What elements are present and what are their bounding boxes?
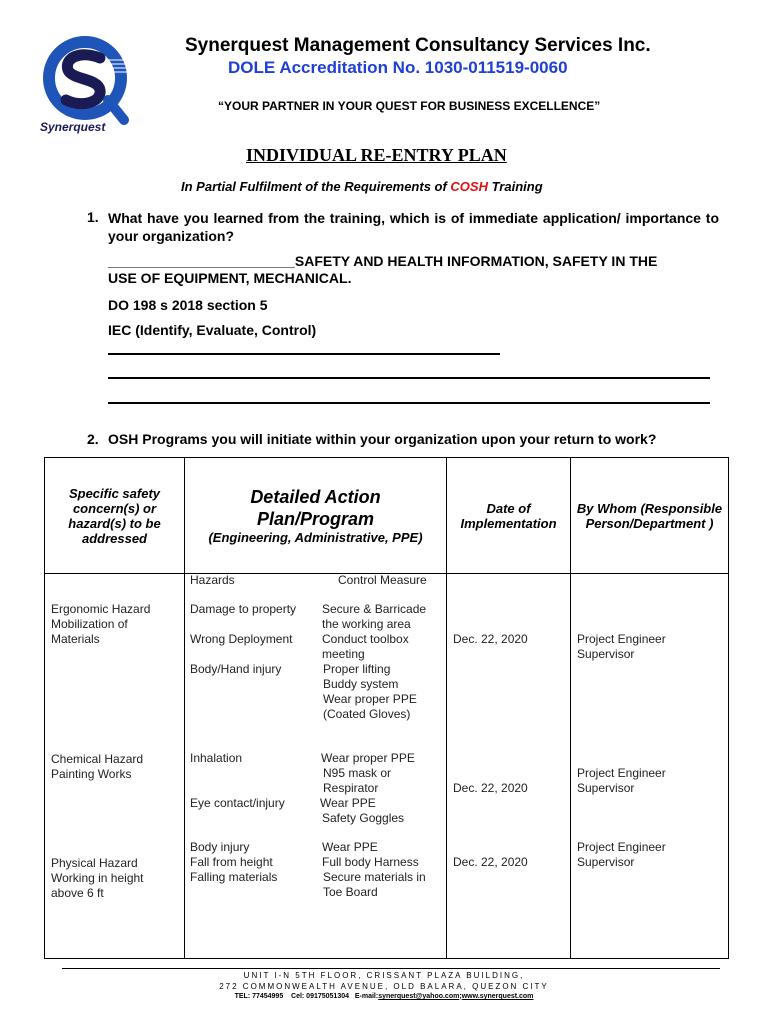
document-title: INDIVIDUAL RE-ENTRY PLAN <box>246 145 507 165</box>
whom-line: Project Engineer <box>577 632 666 646</box>
table-body-row <box>45 574 729 959</box>
footer-tel: TEL: 77454995 <box>234 993 284 1000</box>
question-2-number: 2. <box>87 431 99 447</box>
concern-line: above 6 ft <box>51 886 104 900</box>
whom-line: Project Engineer <box>577 766 666 780</box>
subheader-control-measure: Control Measure <box>338 573 427 587</box>
header-date-text: Date of Implementation <box>460 500 557 531</box>
control-item <box>323 870 426 900</box>
footer-address-2: 272 COMMONWEALTH AVENUE, OLD BALARA, QUEZON CITY <box>219 982 549 991</box>
row-1-whom <box>577 632 666 662</box>
row-2-whom <box>577 766 666 796</box>
control-item <box>323 662 417 722</box>
control-line: Wear proper PPE <box>323 692 417 706</box>
header-concern <box>45 458 185 574</box>
footer-email-label: E-mail: <box>354 993 379 1000</box>
footer-web-link[interactable]: www.synerquest.com <box>461 993 534 1000</box>
tagline: “YOUR PARTNER IN YOUR QUEST FOR BUSINESS EXCELLENCE” <box>218 99 601 113</box>
concern-line: Chemical Hazard <box>51 752 144 766</box>
control-item <box>321 751 415 796</box>
header-date <box>447 458 571 574</box>
subtitle-post: Training <box>487 179 543 194</box>
concern-line: Working in height <box>51 871 144 885</box>
concern-line: Ergonomic Hazard <box>51 602 151 616</box>
company-logo <box>38 36 133 134</box>
footer-address-1: UNIT I-N 5TH FLOOR, CRISSANT PLAZA BUILDING, <box>243 971 525 980</box>
hazard-item: Body/Hand injury <box>190 662 282 676</box>
table-header-row <box>45 458 729 574</box>
control-line: Buddy system <box>323 677 399 691</box>
whom-line: Supervisor <box>577 781 635 795</box>
control-line: Secure & Barricade <box>322 602 427 616</box>
header-whom <box>571 458 729 574</box>
control-item <box>322 632 409 662</box>
answer-line-3: DO 198 s 2018 section 5 <box>108 297 268 313</box>
subtitle-highlight: COSH <box>450 179 488 194</box>
footer-cel: Cel: 09175051304 <box>291 993 350 1000</box>
question-1-text: What have you learned from the training, which is of immediate application/ importance to your organization? <box>108 210 719 244</box>
header-whom-text: By Whom (Responsible Person/Department ) <box>576 500 723 531</box>
concern-line: Mobilization of <box>51 617 128 631</box>
header-concern-text: Specific safety concern(s) or hazard(s) to be addressed <box>68 485 161 546</box>
control-line: Wear proper PPE <box>321 751 415 765</box>
hazard-item: Eye contact/injury <box>190 796 285 810</box>
row-2-concern <box>51 752 143 782</box>
row-2-date: Dec. 22, 2020 <box>453 781 528 795</box>
action-plan-table <box>44 457 729 959</box>
row-3-whom <box>577 840 666 870</box>
hazard-item: Inhalation <box>190 751 243 765</box>
answer-line-4: IEC (Identify, Evaluate, Control) <box>108 322 317 338</box>
whom-line: Project Engineer <box>577 840 666 854</box>
header-action-plan-sub: (Engineering, Administrative, PPE) <box>208 529 423 545</box>
blank-answer-line <box>108 377 710 379</box>
control-line: N95 mask or <box>323 766 392 780</box>
control-line: Proper lifting <box>323 662 391 676</box>
whom-line: Supervisor <box>577 647 635 661</box>
question-2-text: OSH Programs you will initiate within your organization upon your return to work? <box>108 431 657 447</box>
hazard-item: Fall from height <box>190 855 273 869</box>
control-line: (Coated Gloves) <box>323 707 411 721</box>
control-line: Wear PPE <box>320 796 376 810</box>
dole-accreditation: DOLE Accreditation No. 1030-011519-0060 <box>228 58 568 77</box>
subtitle-pre: In Partial Fulfilment of the Requirements of <box>181 179 451 194</box>
control-item: Full body Harness <box>322 855 419 869</box>
hazard-item: Wrong Deployment <box>190 632 293 646</box>
header-action-plan <box>185 458 447 574</box>
hazard-item: Damage to property <box>190 602 297 616</box>
concern-cell <box>45 574 185 959</box>
footer-divider <box>62 968 720 969</box>
question-1-number: 1. <box>87 209 99 225</box>
header-action-plan-main: Detailed Action Plan/Program <box>250 486 381 529</box>
whom-cell <box>571 574 729 959</box>
row-1-concern <box>51 602 150 647</box>
footer-contact: TEL: 77454995 Cel: 09175051304 E-mail:synerquest@yahoo.com;www.synerquest.com <box>234 993 534 1000</box>
footer-email-link[interactable]: synerquest@yahoo.com <box>378 993 460 1000</box>
subheader-hazards: Hazards <box>190 573 235 587</box>
hazard-item: Body injury <box>190 840 250 854</box>
control-line: Safety Goggles <box>322 811 405 825</box>
control-line: the working area <box>322 617 411 631</box>
whom-line: Supervisor <box>577 855 635 869</box>
answer-line-1: ________________________SAFETY AND HEALTH INFORMATION, SAFETY IN THE <box>108 253 658 269</box>
row-3-concern <box>51 856 144 901</box>
date-cell <box>447 574 571 959</box>
logo-wordmark: Synerquest <box>40 120 106 134</box>
concern-line: Materials <box>51 632 100 646</box>
control-item <box>322 602 426 632</box>
control-line: meeting <box>322 647 365 661</box>
control-line: Secure materials in <box>323 870 426 884</box>
concern-line: Physical Hazard <box>51 856 138 870</box>
row-3-date: Dec. 22, 2020 <box>453 855 528 869</box>
hazard-item: Falling materials <box>190 870 278 884</box>
document-subtitle <box>181 179 543 194</box>
concern-line: Painting Works <box>51 767 132 781</box>
action-plan-cell <box>185 574 447 959</box>
blank-answer-line <box>108 353 500 355</box>
control-item: Wear PPE <box>322 840 378 854</box>
control-line: Toe Board <box>323 885 378 899</box>
company-name: Synerquest Management Consultancy Services Inc. <box>185 35 651 56</box>
blank-answer-line <box>108 402 710 404</box>
control-line: Conduct toolbox <box>322 632 409 646</box>
control-item <box>320 796 404 826</box>
answer-line-2: USE OF EQUIPMENT, MECHANICAL. <box>108 270 352 286</box>
control-line: Respirator <box>323 781 379 795</box>
row-1-date: Dec. 22, 2020 <box>453 632 528 646</box>
